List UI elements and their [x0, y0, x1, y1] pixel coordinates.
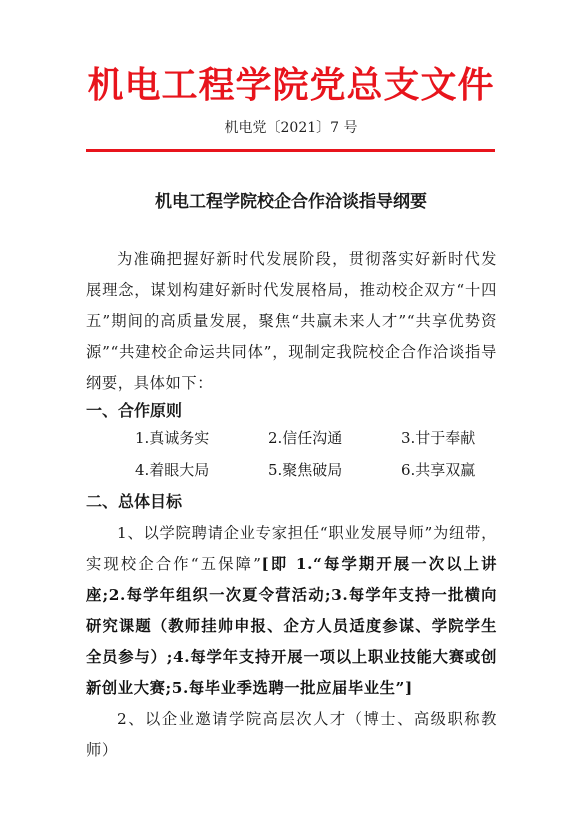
intro-paragraph: 为准确把握好新时代发展阶段，贯彻落实好新时代发展理念，谋划构建好新时代发展格局，推动校企双方“十四五”期间的高质量发展，聚焦“共赢未来人才”“共享优势资源”“共建校企命运共同体”，现制定我院校企合作洽谈指导纲要，具体如下： [86, 250, 497, 392]
document-subject: 机电工程学院校企合作洽谈指导纲要 [155, 192, 427, 212]
section-heading-principles: 一、合作原则 [86, 401, 183, 420]
principles-list [135, 429, 495, 480]
principle-item: 6.共享双赢 [401, 461, 476, 479]
principle-item: 2.信任沟通 [268, 429, 343, 447]
goal1-plain-text: 1、以学院聘请企业专家担任“职业发展导师”为纽带，实现校企合作 [86, 524, 497, 573]
principle-item: 1.真诚务实 [135, 429, 210, 447]
goal1-quoted-term: “五保障” [190, 555, 262, 573]
goal-paragraph-2: 2、以企业邀请学院高层次人才（博士、高级职称教师） [86, 710, 497, 759]
goal-paragraph-1 [86, 518, 497, 704]
document-number: 机电党〔2021〕7 号 [224, 120, 358, 136]
red-divider-line [86, 149, 495, 152]
principle-item: 4.着眼大局 [135, 461, 210, 479]
document-header-title: 机电工程学院党总支文件 [87, 65, 495, 106]
goal1-bold-list: [即 1.“每学期开展一次以上讲座;2.每学年组织一次夏令营活动;3.每学年支持一批横向研究课题（教师挂帅申报、企方人员适度参谋、学院学生全员参与）;4.每学年支持开展一项以上职业技能大赛或创新创业大赛;5.每毕业季选聘一批应届毕业生”] [86, 555, 498, 697]
principle-item: 5.聚焦破局 [268, 461, 343, 479]
section-heading-goals: 二、总体目标 [86, 492, 183, 511]
principle-item: 3.甘于奉献 [401, 429, 476, 447]
